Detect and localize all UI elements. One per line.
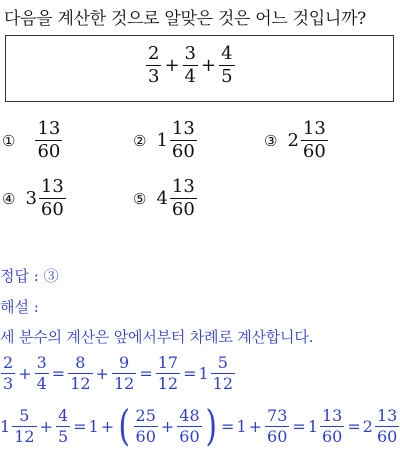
plus-sign: + (100, 416, 115, 436)
plus-sign: + (160, 416, 175, 436)
plus-sign: + (248, 416, 263, 436)
whole-number: 1 (236, 416, 247, 436)
fraction: $\frac{5}{12}$ (14, 405, 35, 446)
whole-number: 3 (25, 188, 37, 209)
whole-number: 2 (362, 416, 373, 436)
explanation-label: 해설 : (0, 298, 39, 316)
whole-number: 1 (198, 364, 209, 383)
whole-number: 4 (156, 188, 168, 209)
fraction: $\frac{3}{4}$ (184, 43, 196, 87)
fraction: $\frac{13}{60}$ (40, 176, 64, 220)
whole-number: 1 (156, 130, 168, 151)
plus-sign: + (39, 416, 53, 436)
expression (145, 45, 236, 86)
answer-label: 정답 : (0, 267, 39, 285)
fraction: $\frac{13}{60}$ (37, 118, 61, 162)
fraction: $\frac{4}{5}$ (57, 405, 69, 446)
equals-sign: = (139, 364, 153, 383)
fraction: $\frac{8}{12}$ (70, 353, 91, 393)
whole-number: 2 (287, 130, 299, 151)
answer-line (0, 265, 59, 286)
whole-number: 1 (307, 416, 318, 436)
equals-sign: = (73, 416, 87, 436)
fraction: $\frac{9}{12}$ (113, 353, 135, 393)
solution-line-2 (0, 401, 400, 450)
fraction: $\frac{48}{60}$ (179, 405, 200, 446)
explanation-intro: 세 분수의 계산은 앞에서부터 차례로 계산합니다. (0, 328, 314, 346)
plus-sign: + (18, 364, 32, 383)
equals-sign: = (347, 416, 361, 436)
option-4[interactable] (2, 178, 67, 219)
fraction: $\frac{13}{60}$ (302, 118, 326, 162)
option-3[interactable] (264, 120, 329, 161)
fraction: $\frac{17}{12}$ (157, 353, 179, 393)
option-marker: ② (133, 131, 147, 150)
fraction: $\frac{3}{4}$ (36, 353, 47, 393)
fraction: $\frac{4}{5}$ (221, 43, 233, 87)
equals-sign: = (51, 364, 66, 383)
fraction: $\frac{13}{60}$ (171, 176, 195, 220)
option-marker: ③ (264, 131, 278, 150)
whole-number: 1 (88, 416, 99, 436)
fraction: $\frac{73}{60}$ (267, 405, 288, 446)
fraction: $\frac{25}{60}$ (135, 405, 156, 446)
equals-sign: = (183, 364, 197, 383)
solution-line-1 (0, 355, 236, 392)
option-marker: ⑤ (133, 189, 147, 208)
fraction: $\frac{2}{3}$ (148, 43, 160, 87)
option-marker: ④ (2, 189, 16, 208)
fraction: $\frac{2}{3}$ (3, 353, 14, 393)
right-paren: ) (205, 401, 217, 450)
option-5[interactable] (133, 178, 198, 219)
plus-sign: + (201, 55, 217, 76)
question-text: 다음을 계산한 것으로 알맞은 것은 어느 것입니까? (4, 9, 366, 29)
option-marker: ① (2, 131, 16, 150)
option-2[interactable] (133, 120, 198, 161)
equals-sign: = (292, 416, 306, 436)
fraction: $\frac{13}{60}$ (171, 118, 195, 162)
whole-number: 1 (0, 416, 11, 436)
equals-sign: = (221, 416, 235, 436)
fraction: $\frac{13}{60}$ (322, 405, 343, 446)
plus-sign: + (164, 55, 180, 76)
option-1[interactable] (2, 120, 63, 161)
answer-value: ③ (43, 267, 59, 285)
fraction: $\frac{13}{60}$ (376, 405, 398, 446)
fraction: $\frac{5}{12}$ (212, 353, 234, 393)
plus-sign: + (95, 364, 109, 383)
left-paren: ( (118, 401, 131, 450)
